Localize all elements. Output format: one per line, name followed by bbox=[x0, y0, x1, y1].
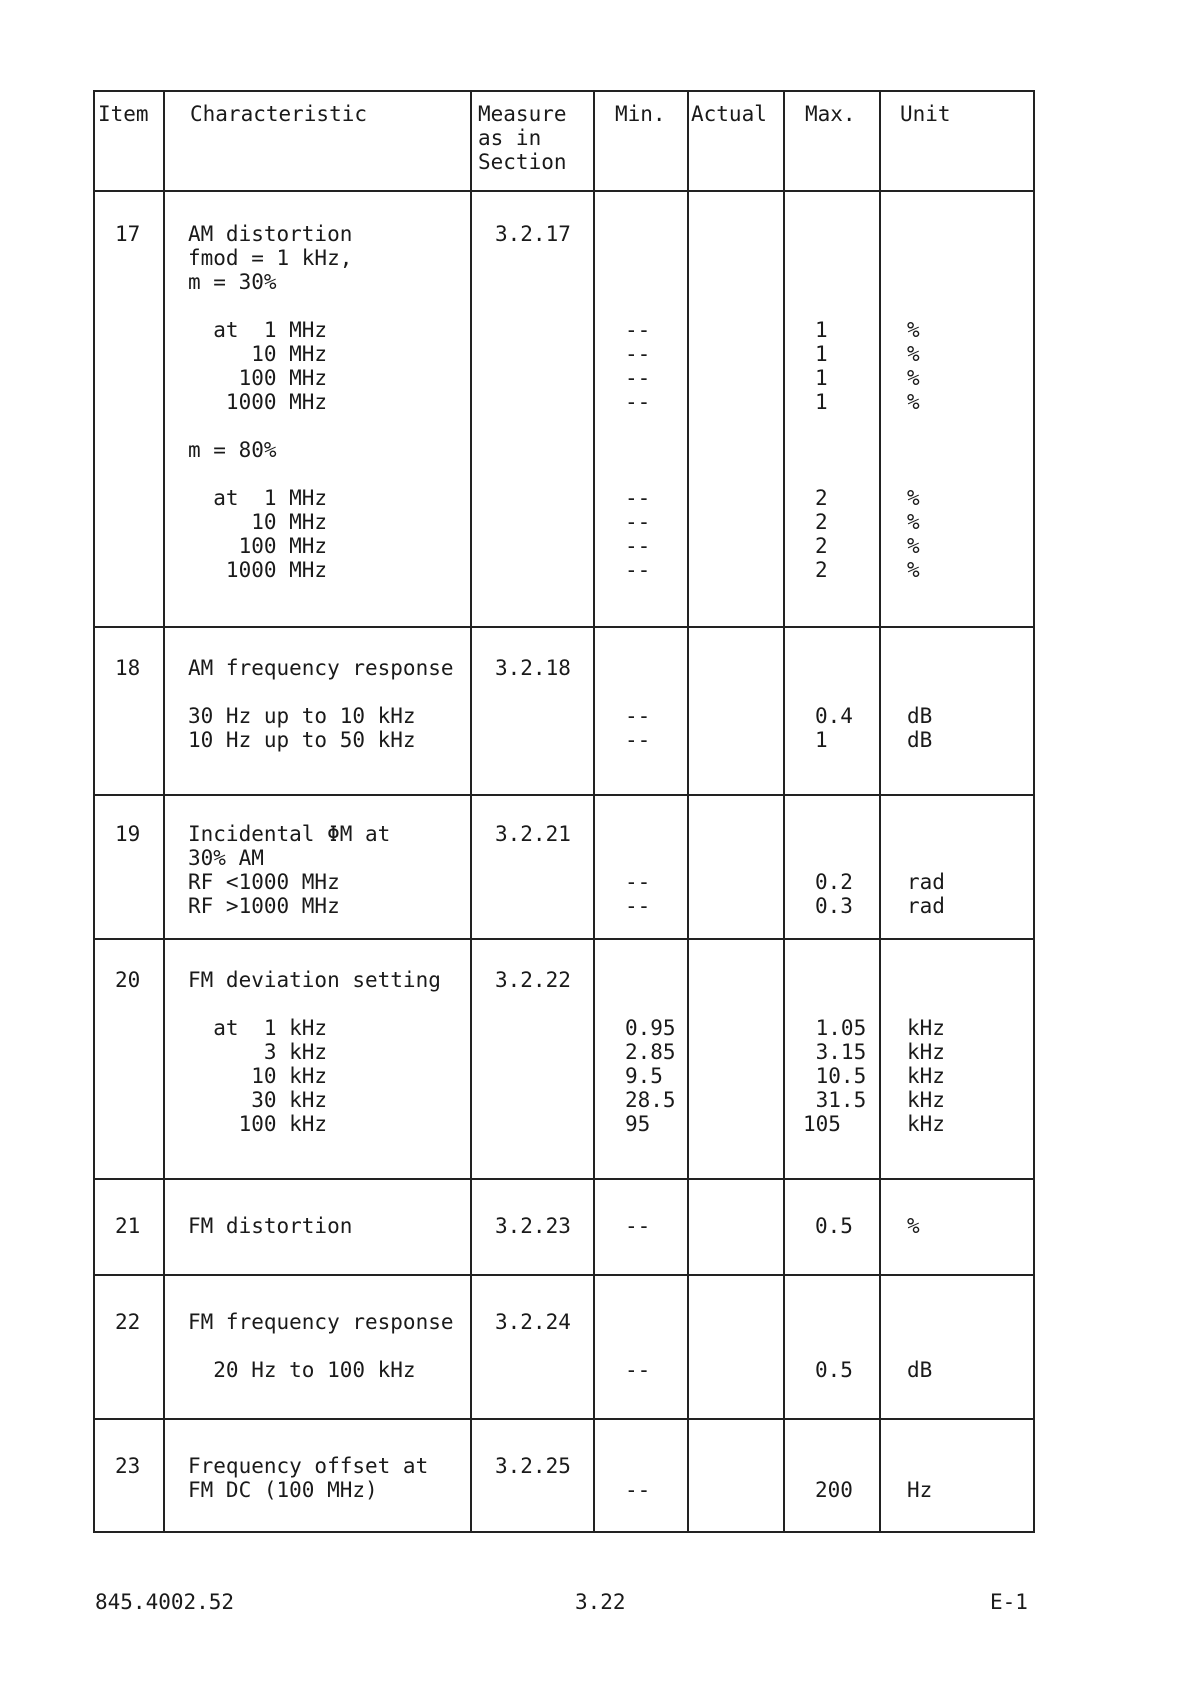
row-min: 0.95 2.85 9.5 28.5 95 bbox=[625, 1016, 676, 1136]
row-unit: kHz kHz kHz kHz kHz bbox=[907, 1016, 945, 1136]
row-max: 200 bbox=[815, 1478, 853, 1502]
row-unit: dB bbox=[907, 1358, 933, 1382]
row-characteristic: AM distortion fmod = 1 kHz, m = 30% at 1 MHz 10 MHz 100 MHz 1000 MHz m = 80% at 1 MHz 10 MHz 100 MHz 1000 MHz bbox=[188, 222, 353, 582]
row-measure: 3.2.22 bbox=[495, 968, 571, 992]
row-item: 18 bbox=[115, 656, 141, 680]
page-number: 3.22 bbox=[575, 1590, 626, 1614]
row-characteristic: Incidental ΦM at 30% AM RF <1000 MHz RF >1000 MHz bbox=[188, 822, 391, 918]
document-number: 845.4002.52 bbox=[95, 1590, 235, 1614]
row-characteristic: FM distortion bbox=[188, 1214, 353, 1238]
header-item: Item bbox=[98, 102, 149, 126]
row-item: 21 bbox=[115, 1214, 141, 1238]
row-measure: 3.2.18 bbox=[495, 656, 571, 680]
row-characteristic: FM deviation setting at 1 kHz 3 kHz 10 kHz 30 kHz 100 kHz bbox=[188, 968, 441, 1136]
row-item: 22 bbox=[115, 1310, 141, 1334]
specification-table bbox=[93, 90, 1035, 1533]
row-measure: 3.2.24 bbox=[495, 1310, 571, 1334]
row-min: -- bbox=[625, 1478, 651, 1502]
row-divider bbox=[95, 794, 1033, 796]
row-item: 19 bbox=[115, 822, 141, 846]
row-divider bbox=[95, 1418, 1033, 1420]
header-characteristic: Characteristic bbox=[190, 102, 368, 126]
column-divider bbox=[470, 92, 472, 1531]
row-divider bbox=[95, 190, 1033, 192]
row-measure: 3.2.21 bbox=[495, 822, 571, 846]
row-unit: dB dB bbox=[907, 704, 933, 752]
row-max: 0.5 bbox=[815, 1358, 853, 1382]
row-min: -- bbox=[625, 1214, 651, 1238]
header-min: Min. bbox=[615, 102, 666, 126]
row-unit: % bbox=[907, 1214, 920, 1238]
column-divider bbox=[163, 92, 165, 1531]
column-divider bbox=[783, 92, 785, 1531]
row-unit: Hz bbox=[907, 1478, 933, 1502]
row-divider bbox=[95, 626, 1033, 628]
row-unit: % % % % % % % % bbox=[907, 318, 920, 582]
row-divider bbox=[95, 938, 1033, 940]
row-item: 20 bbox=[115, 968, 141, 992]
row-characteristic: AM frequency response 30 Hz up to 10 kHz 10 Hz up to 50 kHz bbox=[188, 656, 454, 752]
row-item: 23 bbox=[115, 1454, 141, 1478]
header-actual: Actual bbox=[691, 102, 767, 126]
row-max: 0.2 0.3 bbox=[815, 870, 853, 918]
row-characteristic: FM frequency response 20 Hz to 100 kHz bbox=[188, 1310, 454, 1382]
row-max: 0.5 bbox=[815, 1214, 853, 1238]
row-divider bbox=[95, 1274, 1033, 1276]
row-divider bbox=[95, 1178, 1033, 1180]
row-measure: 3.2.23 bbox=[495, 1214, 571, 1238]
row-max: 1.05 3.15 10.5 31.5 105 bbox=[803, 1016, 867, 1136]
row-min: -- bbox=[625, 1358, 651, 1382]
column-divider bbox=[879, 92, 881, 1531]
row-max: 0.4 1 bbox=[815, 704, 853, 752]
edition-code: E-1 bbox=[990, 1590, 1028, 1614]
header-measure: Measure as in Section bbox=[478, 102, 567, 174]
row-measure: 3.2.25 bbox=[495, 1454, 571, 1478]
column-divider bbox=[593, 92, 595, 1531]
row-min: -- -- bbox=[625, 704, 651, 752]
row-min: -- -- bbox=[625, 870, 651, 918]
header-max: Max. bbox=[805, 102, 856, 126]
row-measure: 3.2.17 bbox=[495, 222, 571, 246]
row-min: -- -- -- -- -- -- -- -- bbox=[625, 318, 651, 582]
row-item: 17 bbox=[115, 222, 141, 246]
header-unit: Unit bbox=[900, 102, 951, 126]
row-unit: rad rad bbox=[907, 870, 945, 918]
row-characteristic: Frequency offset at FM DC (100 MHz) bbox=[188, 1454, 429, 1502]
row-max: 1 1 1 1 2 2 2 2 bbox=[815, 318, 828, 582]
column-divider bbox=[687, 92, 689, 1531]
